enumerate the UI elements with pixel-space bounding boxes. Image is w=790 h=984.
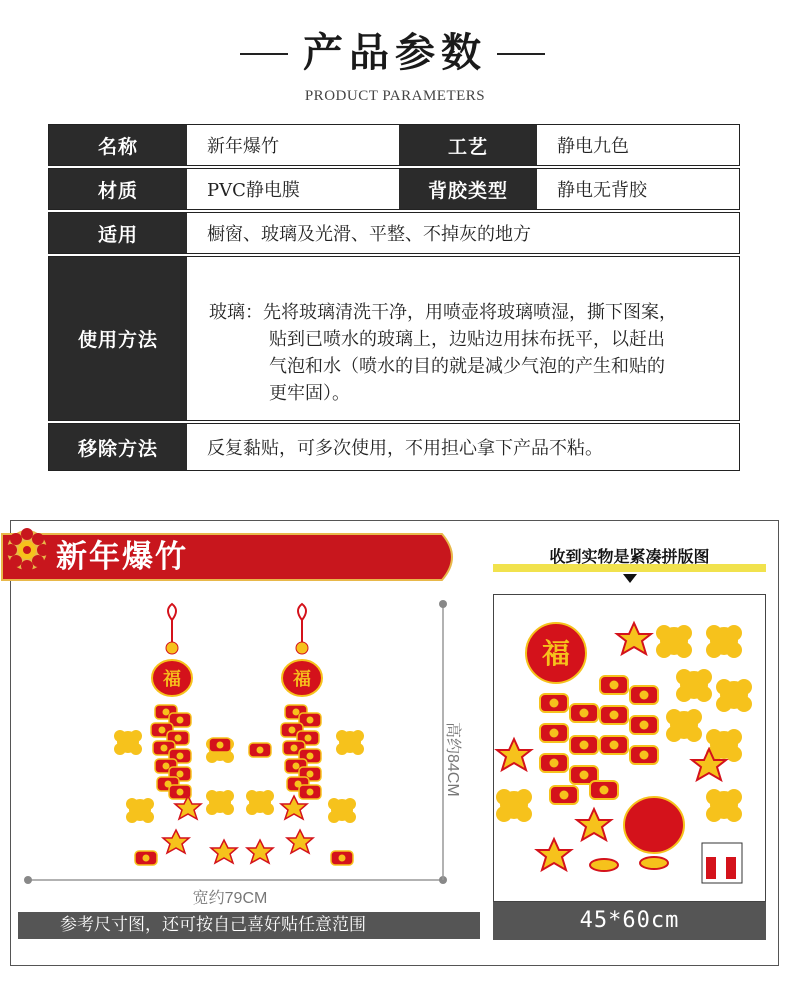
material-label: 材质	[49, 169, 187, 209]
section-header	[0, 28, 790, 78]
usage-line: 贴到已喷水的玻璃上，边贴边用抹布抚平，以赶出	[269, 329, 665, 350]
material-value: PVC静电膜	[207, 180, 300, 201]
name-value: 新年爆竹	[207, 136, 279, 157]
craft-label: 工艺	[399, 125, 537, 165]
apply-label: 适用	[49, 213, 187, 253]
firecracker-illustration: 福	[110, 600, 370, 870]
param-row-material	[48, 168, 740, 210]
banner-title: 新年爆竹	[56, 539, 188, 575]
right-heading	[493, 546, 766, 574]
name-label: 名称	[49, 125, 187, 165]
flower-ornament-icon	[5, 528, 49, 572]
page-subtitle: PRODUCT PARAMETERS	[304, 88, 486, 104]
backing-value: 静电无背胶	[557, 180, 647, 201]
usage-line: 气泡和水（喷水的目的就是减少气泡的产生和贴的	[269, 356, 665, 377]
apply-value: 橱窗、玻璃及光滑、平整、不掉灰的地方	[207, 224, 531, 245]
usage-line: 更牢固）。	[269, 383, 350, 404]
sticker-sheet-preview	[493, 594, 766, 902]
remove-value: 反复黏贴，可多次使用，不用担心拿下产品不粘。	[207, 438, 603, 459]
param-row-apply	[48, 212, 740, 254]
width-label: 宽约79CM	[192, 890, 268, 907]
sheet-size-caption: 45*60cm	[493, 902, 766, 940]
right-heading-text: 收到实物是紧凑拼版图	[549, 547, 710, 566]
height-label: 高约84CM	[444, 722, 461, 797]
usage-label: 使用方法	[49, 257, 187, 420]
reference-size-caption: 参考尺寸图，还可按自己喜好贴任意范围	[18, 912, 480, 939]
usage-line: 玻璃：先将玻璃清洗干净，用喷壶将玻璃喷湿，撕下图案，	[209, 302, 677, 323]
lantern-char: 福	[541, 637, 571, 670]
param-row-usage	[48, 256, 740, 421]
usage-text	[209, 299, 737, 407]
page-title: 产品参数	[303, 29, 487, 76]
title-rule-right	[497, 53, 545, 55]
param-row-name	[48, 124, 740, 166]
backing-label: 背胶类型	[399, 169, 537, 209]
down-triangle-icon	[623, 574, 637, 584]
craft-value: 静电九色	[557, 136, 629, 157]
param-row-remove	[48, 423, 740, 471]
remove-label: 移除方法	[49, 424, 187, 470]
sticker-sheet-art	[494, 595, 765, 901]
